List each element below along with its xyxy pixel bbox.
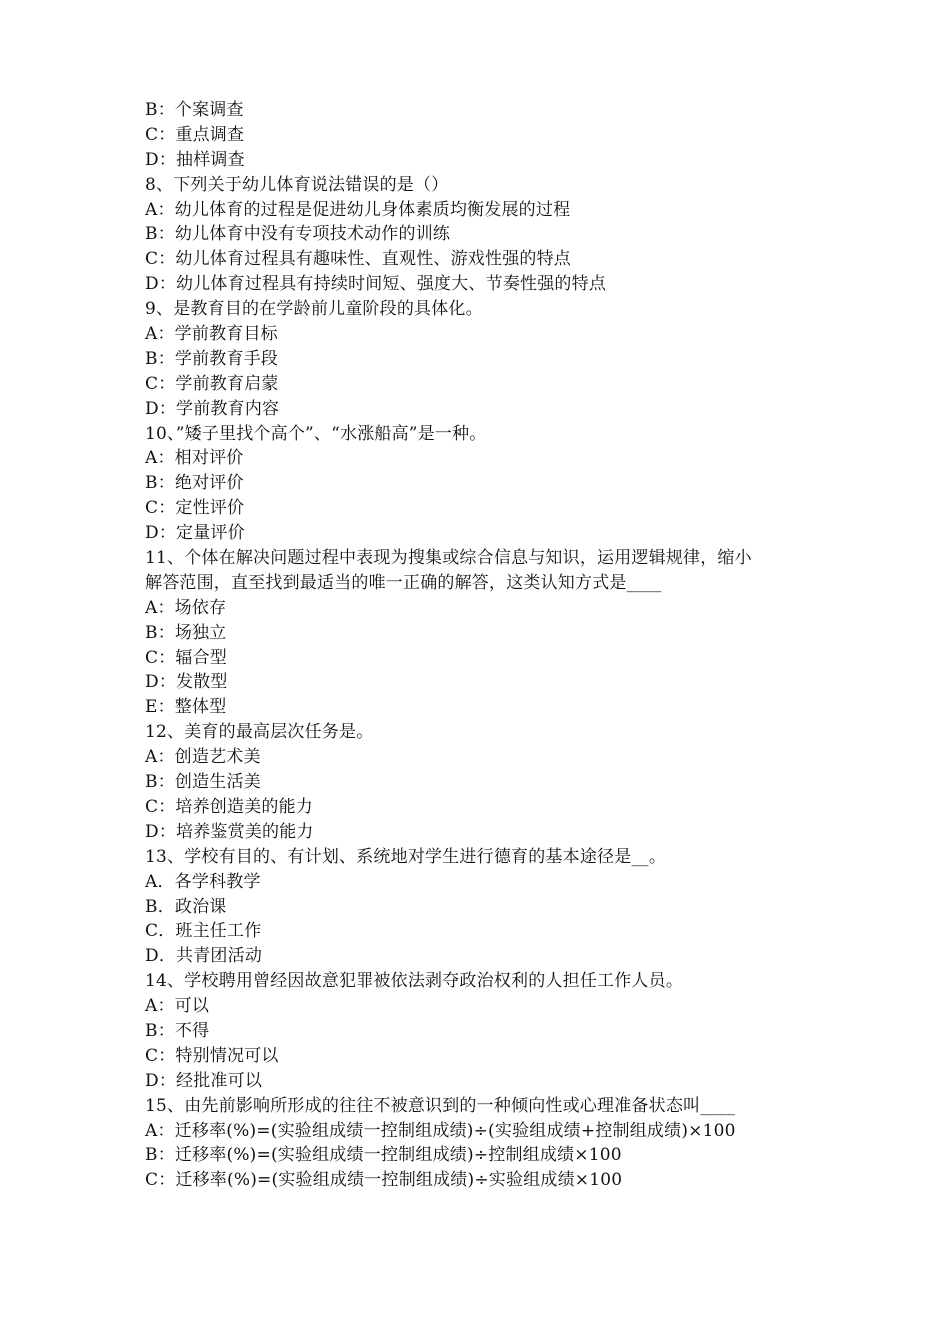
option-c-q13: C．班主任工作 [145, 921, 262, 942]
question-15: 15、由先前影响所形成的往往不被意识到的一种倾向性或心理准备状态叫____ [145, 1095, 736, 1116]
option-b-q12: B：创造生活美 [145, 772, 261, 793]
option-d-q14: D：经批准可以 [145, 1070, 263, 1091]
option-d-q7: D：抽样调查 [145, 149, 245, 170]
option-b-q14: B：不得 [145, 1020, 210, 1041]
option-a-q9: A：学前教育目标 [145, 324, 278, 345]
option-e-q11: E：整体型 [145, 697, 227, 718]
option-a-q8: A：幼儿体育的过程是促进幼儿身体素质均衡发展的过程 [145, 199, 571, 220]
option-d-q12: D：培养鉴赏美的能力 [145, 821, 314, 842]
option-b-q9: B：学前教育手段 [145, 348, 279, 369]
option-b-q10: B：绝对评价 [145, 473, 244, 494]
option-c-q9: C：学前教育启蒙 [145, 373, 279, 394]
option-b-q11: B：场独立 [145, 622, 227, 643]
question-8: 8、下列关于幼儿体育说法错误的是（） [145, 174, 449, 195]
option-c-q14: C：特别情况可以 [145, 1045, 279, 1066]
question-10: 10、”矮子里找个高个”、“水涨船高”是一种。 [145, 423, 487, 444]
question-9: 9、是教育目的在学龄前儿童阶段的具体化。 [145, 299, 483, 320]
option-a-q12: A：创造艺术美 [145, 747, 261, 768]
question-13: 13、学校有目的、有计划、系统地对学生进行德育的基本途径是__。 [145, 846, 667, 867]
question-12: 12、美育的最高层次任务是。 [145, 722, 374, 743]
option-d-q11: D：发散型 [145, 672, 228, 693]
option-b-q7: B：个案调查 [145, 100, 244, 120]
option-a-q11: A：场依存 [145, 597, 227, 618]
option-c-q11: C：辐合型 [145, 647, 228, 668]
question-11-line-2: 解答范围，直至找到最适当的唯一正确的解答，这类认知方式是____ [145, 572, 662, 593]
option-c-q8: C：幼儿体育过程具有趣味性、直观性、游戏性强的特点 [145, 249, 572, 270]
option-c-q12: C：培养创造美的能力 [145, 796, 314, 817]
option-d-q8: D：幼儿体育过程具有持续时间短、强度大、节奏性强的特点 [145, 274, 607, 295]
option-c-q15: C：迁移率(%)=(实验组成绩一控制组成绩)÷实验组成绩×100 [145, 1170, 623, 1191]
option-c-q10: C：定性评价 [145, 498, 245, 519]
option-b-q15: B：迁移率(%)=(实验组成绩一控制组成绩)÷控制组成绩×100 [145, 1145, 622, 1166]
option-b-q13: B．政治课 [145, 896, 227, 917]
option-c-q7: C：重点调查 [145, 124, 245, 145]
question-11-line-1: 11、个体在解决问题过程中表现为搜集或综合信息与知识，运用逻辑规律，缩小 [145, 548, 752, 569]
option-a-q14: A：可以 [145, 996, 210, 1017]
option-d-q10: D：定量评价 [145, 523, 245, 544]
option-a-q10: A：相对评价 [145, 448, 244, 469]
option-d-q9: D：学前教育内容 [145, 398, 280, 419]
option-a-q13: A．各学科教学 [145, 871, 261, 892]
question-14: 14、学校聘用曾经因故意犯罪被依法剥夺政治权利的人担任工作人员。 [145, 971, 684, 992]
option-d-q13: D．共青团活动 [145, 946, 263, 967]
option-a-q15: A：迁移率(%)=(实验组成绩一控制组成绩)÷(实验组成绩+控制组成绩)×100 [145, 1120, 736, 1141]
option-b-q8: B：幼儿体育中没有专项技术动作的训练 [145, 224, 451, 245]
document-body [145, 98, 820, 1193]
